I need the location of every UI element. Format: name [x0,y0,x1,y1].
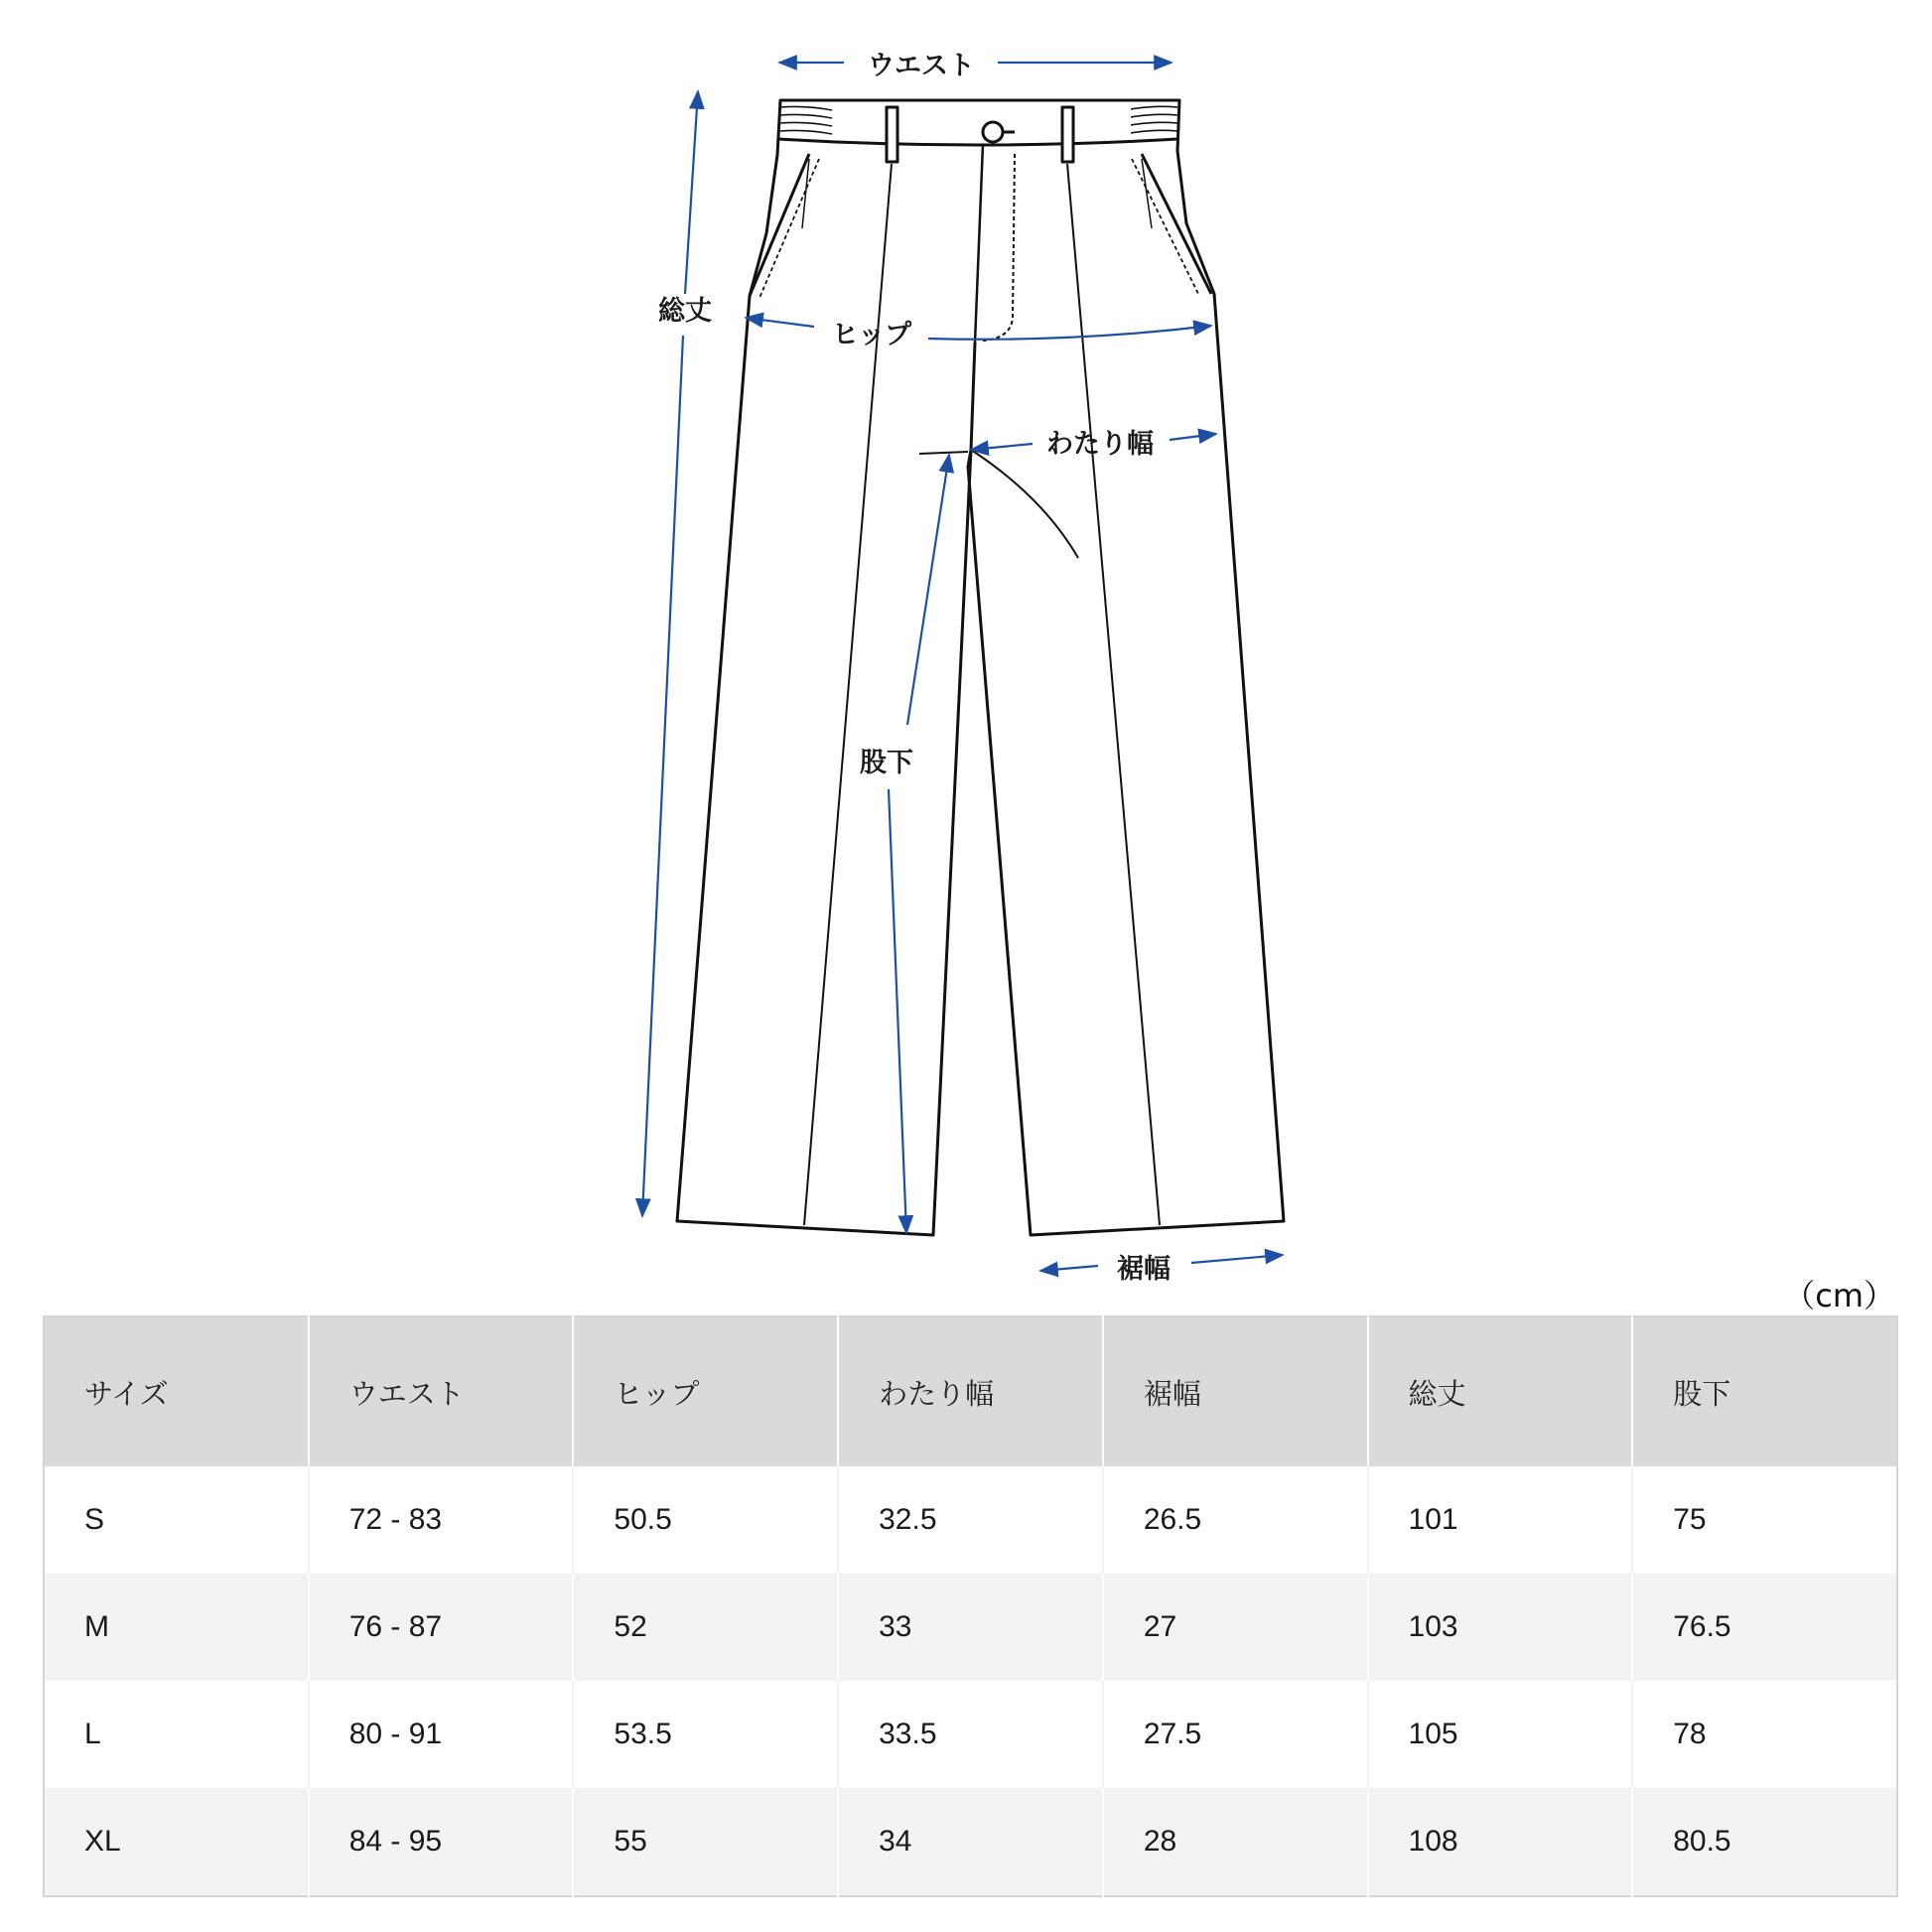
cell-size: XL [44,1788,309,1896]
size-table [43,1315,1898,1897]
cell-waist: 84 - 95 [309,1788,574,1896]
cell-hem: 27 [1103,1574,1368,1681]
cell-thigh: 34 [838,1788,1103,1896]
cell-total-length: 105 [1368,1681,1633,1788]
cell-hip: 53.5 [573,1681,838,1788]
cell-size: L [44,1681,309,1788]
header-hem: 裾幅 [1103,1316,1368,1466]
header-waist: ウエスト [309,1316,574,1466]
unit-label: （cm） [1783,1277,1895,1314]
cell-inseam: 78 [1632,1681,1897,1788]
cell-hip: 52 [573,1574,838,1681]
table-header-row [44,1316,1897,1466]
header-inseam: 股下 [1632,1316,1897,1466]
cell-total-length: 108 [1368,1788,1633,1896]
cell-hem: 28 [1103,1788,1368,1896]
cell-inseam: 76.5 [1632,1574,1897,1681]
hem-arrow-left [1040,1266,1098,1271]
header-total-length: 総丈 [1368,1316,1633,1466]
cell-thigh: 33.5 [838,1681,1103,1788]
header-thigh: わたり幅 [838,1316,1103,1466]
label-total-length: 総丈 [658,296,712,327]
table-row [44,1466,1897,1574]
hem-arrow-right [1191,1255,1283,1263]
label-hip: ヒップ [831,320,912,350]
table-row [44,1788,1897,1896]
cell-hem: 27.5 [1103,1681,1368,1788]
header-size: サイズ [44,1316,309,1466]
cell-size: S [44,1466,309,1574]
cell-thigh: 32.5 [838,1466,1103,1574]
cell-waist: 72 - 83 [309,1466,574,1574]
pants-outline [677,100,1284,1235]
cell-inseam: 80.5 [1632,1788,1897,1896]
cell-size: M [44,1574,309,1681]
table-row [44,1574,1897,1681]
total-length-arrow-top [685,91,698,294]
label-inseam: 股下 [860,748,913,778]
label-waist: ウエスト [868,51,975,81]
cell-waist: 76 - 87 [309,1574,574,1681]
cell-inseam: 75 [1632,1466,1897,1574]
cell-hem: 26.5 [1103,1466,1368,1574]
header-hip: ヒップ [573,1316,838,1466]
cell-hip: 55 [573,1788,838,1896]
label-hem: 裾幅 [1117,1254,1171,1285]
label-thigh: わたり幅 [1046,429,1154,460]
cell-hip: 50.5 [573,1466,838,1574]
cell-waist: 80 - 91 [309,1681,574,1788]
total-length-arrow-bottom [642,336,683,1216]
cell-total-length: 101 [1368,1466,1633,1574]
cell-thigh: 33 [838,1574,1103,1681]
table-row [44,1681,1897,1788]
cell-total-length: 103 [1368,1574,1633,1681]
